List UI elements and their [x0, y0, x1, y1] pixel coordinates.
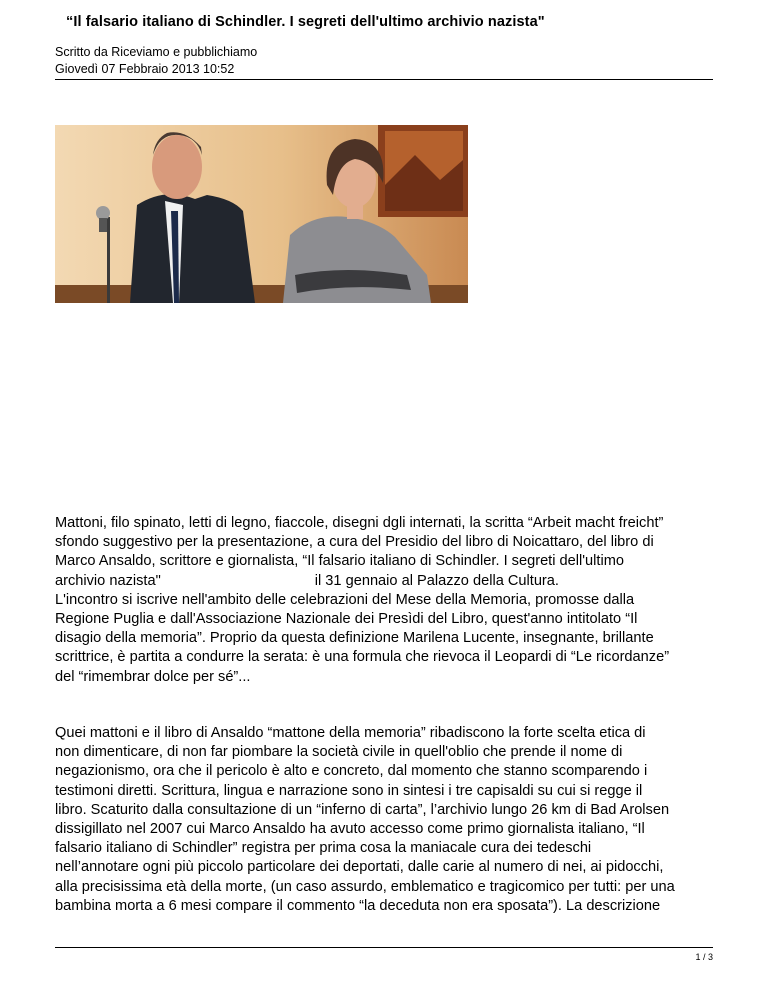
- paragraph-line: Marco Ansaldo, scrittore e giornalista, “Il falsario italiano di Schindler. I segreti dell'ultimo: [55, 553, 624, 570]
- paragraph-line: falsario italiano di Schindler” registra per prima cosa la maniacale cura dei tedeschi: [55, 840, 592, 857]
- paragraph-line: non dimenticare, di non far piombare la società civile in quell'oblio che prende il nome di: [55, 744, 623, 761]
- paragraph-line: libro. Scaturito dalla consultazione di un “inferno di carta”, l’archivio lungo 26 km di Bad Arolsen: [55, 801, 670, 818]
- event-date-text: il 31 gennaio al Palazzo della Cultura.: [314, 572, 559, 589]
- page-number: 1 / 3: [695, 952, 713, 962]
- paragraph-line: L'incontro si iscrive nell'ambito delle celebrazioni del Mese della Memoria, promosse dalla: [55, 591, 635, 608]
- paragraph-line: dissigillato nel 2007 cui Marco Ansaldo ha avuto accesso come primo giornalista italiano, “Il: [55, 821, 645, 838]
- paragraph-2: [55, 724, 715, 916]
- header-divider: [55, 79, 713, 80]
- paragraph-line: Mattoni, filo spinato, letti di legno, fiaccole, disegni dgli internati, la scritta “Arbeit macht freicht”: [55, 515, 664, 531]
- paragraph-line: Quei mattoni e il libro di Ansaldo “mattone della memoria” ribadiscono la forte scelta etica di: [55, 725, 646, 741]
- paragraph-line: disagio della memoria”. Proprio da questa definizione Marilena Lucente, insegnante, brillante: [55, 630, 654, 647]
- paragraph-line: scrittrice, è partita a condurre la serata: è una formula che rievoca il Leopardi di “Le ricordanze”: [55, 649, 670, 666]
- paragraph-line: nell’annotare ogni più piccolo particolare dei deportati, dalle carie al numero di nei, ai pidocchi,: [55, 859, 664, 876]
- paragraph-line: testimoni diretti. Scrittura, lingua e narrazione sono in sintesi i tre capisaldi su cui si regge il: [55, 782, 643, 799]
- article-meta: [55, 44, 257, 78]
- paragraph-line: del “rimembrar dolce per sé”...: [55, 668, 251, 685]
- paragraph-line: bambina morta a 6 mesi compare il commento “la deceduta non era sposata”). La descrizione: [55, 897, 661, 914]
- paragraph-line: Regione Puglia e dall'Associazione Nazionale dei Presìdi del Libro, quest'anno intitolato “Il: [55, 611, 638, 628]
- paragraph-1: [55, 514, 715, 687]
- paragraph-line: negazionismo, ora che il pericolo è alto e concreto, dal momento che stanno scomparendo i: [55, 763, 648, 780]
- paragraph-line: [55, 572, 715, 591]
- article-photo: [55, 125, 468, 303]
- footer-divider: [55, 947, 713, 948]
- author-line: Scritto da Riceviamo e pubblichiamo: [55, 45, 258, 59]
- book-title-end: archivio nazista": [55, 572, 161, 589]
- article-title: “Il falsario italiano di Schindler. I segreti dell'ultimo archivio nazista": [66, 14, 545, 30]
- paragraph-line: sfondo suggestivo per la presentazione, a cura del Presidio del libro di Noicattaro, del libro di: [55, 534, 654, 551]
- paragraph-line: alla precisissima età della morte, (un caso assurdo, emblematico e tragicomico per tutti: per una: [55, 878, 675, 895]
- date-line: Giovedì 07 Febbraio 2013 10:52: [55, 62, 235, 76]
